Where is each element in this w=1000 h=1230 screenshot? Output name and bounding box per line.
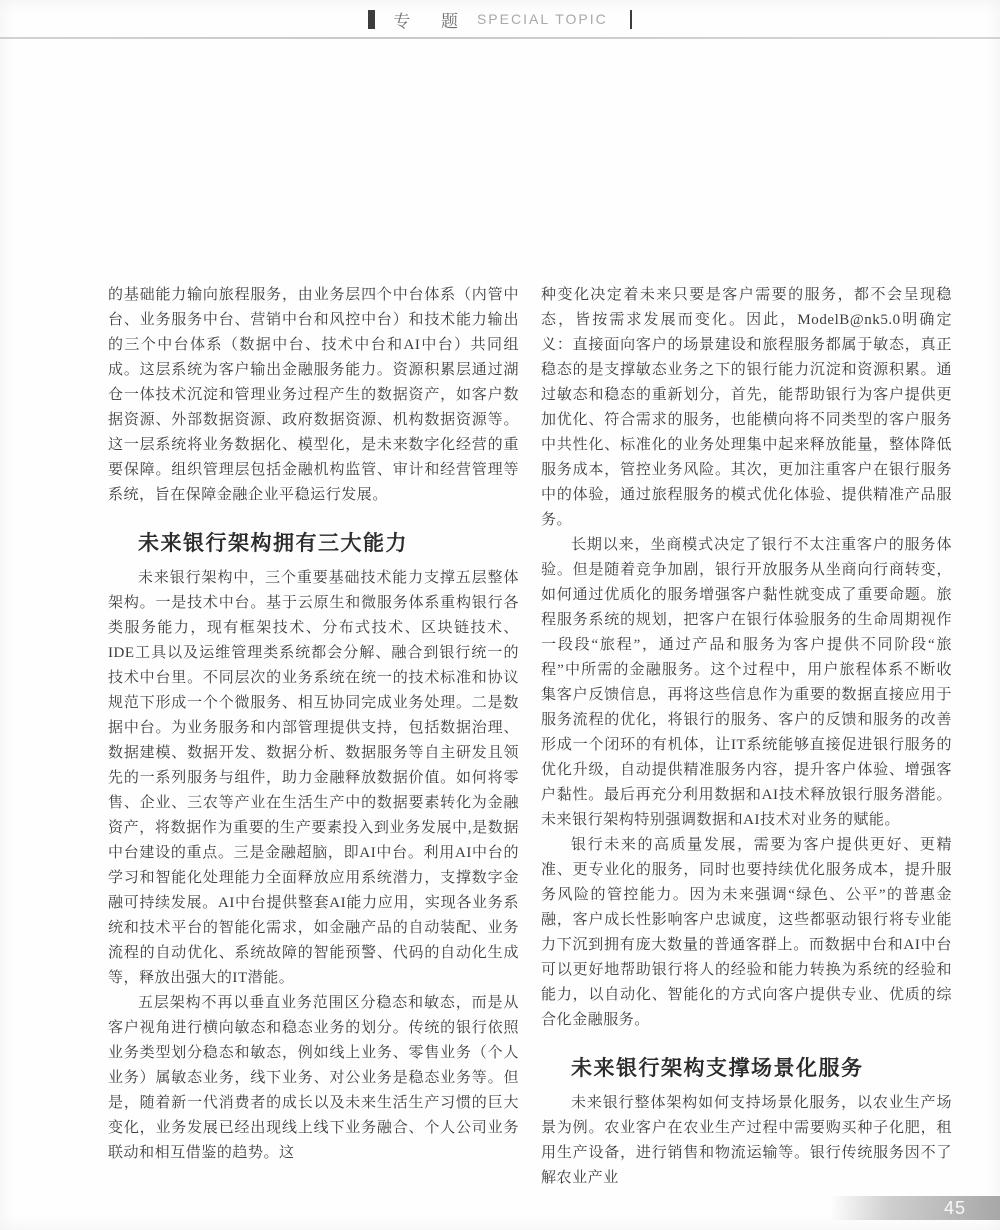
body-paragraph: 五层架构不再以垂直业务范围区分稳态和敏态，而是从客户视角进行横向敏态和稳态业务的划分。传统的银行依照业务类型划分稳态和敏态，例如线上业务、零售业务（个人业务）属敏态业务，线下业务、对公业务是稳态业务等。但是，随着新一代消费者的成长以及未来生活生产习惯的巨大变化，业务发展已经出现线上线下业务融合、个人公司业务联动和相互借鉴的趋势。这: [108, 995, 519, 1161]
header-divider-line: [0, 37, 1000, 39]
body-paragraph: 未来银行整体架构如何支持场景化服务，以农业生产场景为例。农业客户在农业生产过程中需要购买种子化肥，租用生产设备，进行销售和物流运输等。银行传统服务因不了解农业产业: [541, 1095, 952, 1186]
body-paragraph: 长期以来，坐商模式决定了银行不太注重客户的服务体验。但是随着竞争加剧，银行开放服务从坐商向行商转变，如何通过优质化的服务增强客户黏性就变成了重要命题。旅程服务系统的规划，把客户在银行体验服务的生命周期视作一段段“旅程”，通过产品和服务为客户提供不同阶段“旅程”中所需的金融服务。这个过程中，用户旅程体系不断收集客户反馈信息，再将这些信息作为重要的数据直接应用于服务流程的优化，将银行的服务、客户的反馈和服务的改善形成一个闭环的有机体，让IT系统能够直接促进银行服务的优化升级，自动提供精准服务内容，提升客户体验、增强客户黏性。最后再充分利用数据和AI技术释放银行服务潜能。未来银行架构特别强调数据和AI技术对业务的赋能。: [541, 537, 952, 828]
page-number: 45: [943, 1197, 966, 1218]
continued-paragraph: 种变化决定着未来只要是客户需要的服务，都不会呈现稳态，皆按需求发展而变化。因此，ModelB@nk5.0明确定义：直接面向客户的场景建设和旅程服务都属于敏态，真正稳态的是支撑敏态业务之下的银行能力沉淀和资源积累。通过敏态和稳态的重新划分，首先，能帮助银行为客户提供更加优化、符合需求的服务，也能横向将不同类型的客户服务中共性化、标准化的业务处理集中起来释放能量，整体降低服务成本，管控业务风险。其次，更加注重客户在银行服务中的体验，通过旅程服务的模式优化体验、提供精准产品服务。: [541, 287, 952, 528]
page-number-bar: [830, 1196, 1000, 1220]
body-paragraph: 未来银行架构中，三个重要基础技术能力支撑五层整体架构。一是技术中台。基于云原生和微服务体系重构银行各类服务能力，现有框架技术、分布式技术、区块链技术、IDE工具以及运维管理类系统都会分解、融合到银行统一的技术中台里。不同层次的业务系统在统一的技术标准和协议规范下形成一个个微服务、相互协同完成业务处理。二是数据中台。为业务服务和内部管理提供支持，包括数据治理、数据建模、数据开发、数据分析、数据服务等自主研发且领先的一系列服务与组件，助力金融释放数据价值。如何将零售、企业、三农等产业在生活生产中的数据要素转化为金融资产，将数据作为重要的生产要素投入到业务发展中,是数据中台建设的重点。三是金融超脑，即AI中台。利用AI中台的学习和智能化处理能力全面释放应用系统潜力，支撑数字金融可持续发展。AI中台提供整套AI能力应用，实现各业务系统和技术平台的智能化需求，如金融产品的自动装配、业务流程的自动优化、系统故障的智能预警、代码的自动化生成等，释放出强大的IT潜能。: [108, 570, 519, 986]
section-title-cn: 专 题: [393, 11, 471, 31]
section-title-en: SPECIAL TOPIC: [476, 11, 608, 27]
article-body: [108, 283, 952, 1191]
header-single-rule: [630, 10, 632, 29]
section-heading-three-capabilities: 未来银行架构拥有三大能力: [138, 531, 408, 555]
left-column: [108, 283, 519, 1191]
section-heading-scenario-services: 未来银行架构支撑场景化服务: [571, 1056, 864, 1080]
header-double-rule: [368, 10, 375, 29]
right-column: [541, 283, 952, 1191]
continued-paragraph: 的基础能力输向旅程服务，由业务层四个中台体系（内管中台、业务服务中台、营销中台和风控中台）和技术能力输出的三个中台体系（数据中台、技术中台和AI中台）共同组成。这层系统为客户输出金融服务能力。资源积累层通过湖仓一体技术沉淀和管理业务过程产生的数据资产，如客户数据资源、外部数据资源、政府数据资源、机构数据资源等。这一层系统将业务数据化、模型化，是未来数字化经营的重要保障。组织管理层包括金融机构监管、审计和经营管理等系统，旨在保障金融企业平稳运行发展。: [108, 287, 519, 503]
running-head: [0, 6, 1000, 32]
body-paragraph: 银行未来的高质量发展，需要为客户提供更好、更精准、更专业化的服务，同时也要持续优化服务成本，提升服务风险的管控能力。因为未来强调“绿色、公平”的普惠金融，客户成长性影响客户忠诚度，这些都驱动银行将专业能力下沉到拥有庞大数量的普通客群上。而数据中台和AI中台可以更好地帮助银行将人的经验和能力转换为系统的经验和能力，以自动化、智能化的方式向客户提供专业、优质的综合化金融服务。: [541, 837, 952, 1028]
